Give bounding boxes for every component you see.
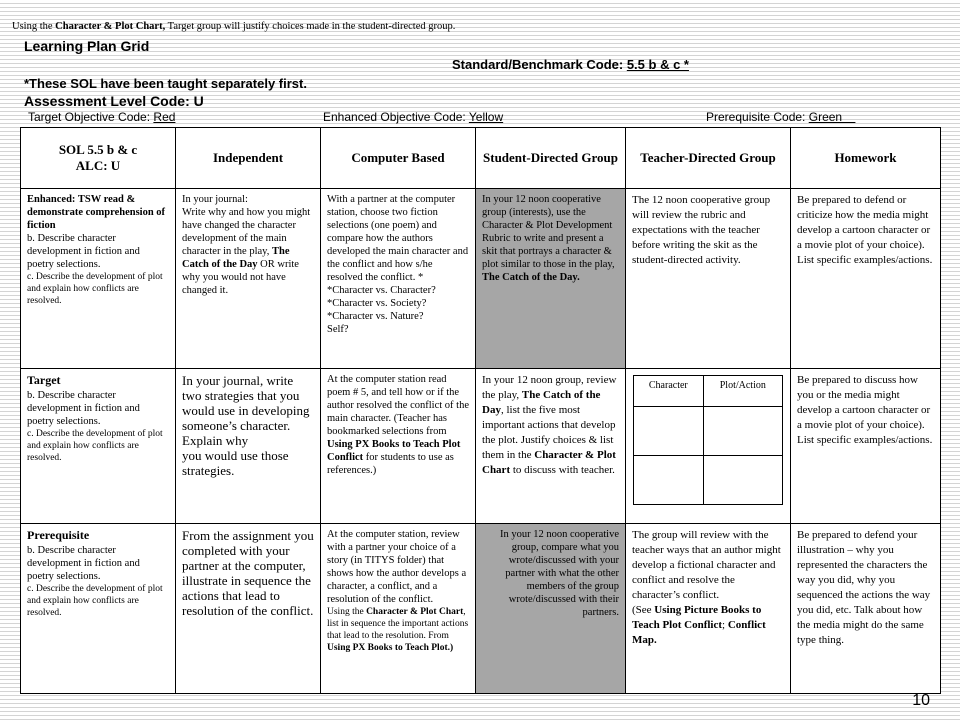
col-header-sol: SOL 5.5 b & c ALC: U <box>21 128 176 189</box>
cell-student: In your 12 noon cooperative group, compare what you wrote/discussed with your partner with what the other members of the group wrote/discussed with their partners. <box>476 524 626 694</box>
cell-independent: In your journal: Write why and how you might have changed the character development of the main character in the play, The Catch of the Day OR write why you would not have changed it. <box>176 189 321 369</box>
cell-homework: Be prepared to discuss how you or the media might develop a cartoon character or a movie plot of your choice). List specific examples/actions. <box>791 369 941 524</box>
cell-computer: With a partner at the computer station, choose two fiction selections (one poem) and compare how the authors developed the main character and the conflict and how s/he resolved the conflict. * *Character vs. Character? *Character vs. Society? *Character vs. Nature? Self? <box>321 189 476 369</box>
standard-code: Standard/Benchmark Code: 5.5 b & c * <box>452 57 689 72</box>
page-title: Learning Plan Grid <box>24 38 150 54</box>
chart-col-plot: Plot/Action <box>703 376 782 407</box>
row-enhanced <box>21 189 941 369</box>
cell-teacher: The group will review with the teacher ways that an author might develop a fictional character and conflict and resolve the character’s conflict. (See Using Picture Books to Teach Plot Conflict; Conflict Map. <box>626 524 791 694</box>
cell-computer: At the computer station, review with a partner your choice of a story (in TITYS folder) that shows how the author develops a character, a conflict, and a resolution of the conflict. Using the Character & Plot Chart, list in sequence the important actions that lead to the resolution. From Using PX Books to Teach Plot.) <box>321 524 476 694</box>
cell-sol: Enhanced: TSW read & demonstrate comprehension of fiction b. Describe character development in fiction and poetry selections. c. Describe the development of plot and explain how conflicts are resolved. <box>21 189 176 369</box>
header-row <box>21 128 941 189</box>
chart-cell <box>634 407 704 456</box>
enhanced-code: Enhanced Objective Code: Yellow <box>323 110 504 124</box>
chart-cell <box>634 456 704 505</box>
row-prerequisite <box>21 524 941 694</box>
target-code: Target Objective Code: Red <box>28 110 176 124</box>
sol-note: *These SOL have been taught separately first. <box>24 76 307 91</box>
page-number: 10 <box>912 692 930 709</box>
col-header-homework: Homework <box>791 128 941 189</box>
cell-student: In your 12 noon cooperative group (interests), use the Character & Plot Development Rubric to write and present a skit that portrays a character & plot similar to those in the play, The Catch of the Day. <box>476 189 626 369</box>
cell-sol: Target b. Describe character development in fiction and poetry selections. c. Describe the development of plot and explain how conflicts are resolved. <box>21 369 176 524</box>
row-target <box>21 369 941 524</box>
prerequisite-code: Prerequisite Code: Green <box>706 110 856 124</box>
col-header-independent: Independent <box>176 128 321 189</box>
cell-computer: At the computer station read poem # 5, and tell how or if the author resolved the conflict of the main character. (Teacher has bookmarked selections from Using PX Books to Teach Plot Conflict for students to use as references.) <box>321 369 476 524</box>
learning-plan-grid <box>20 127 941 694</box>
col-header-teacher: Teacher-Directed Group <box>626 128 791 189</box>
cell-homework: Be prepared to defend your illustration – why you represented the characters the way you did, why you sequenced the actions the way you did, etc. Talk about how the media might do the same type thing. <box>791 524 941 694</box>
chart-cell <box>703 456 782 505</box>
character-plot-chart <box>633 375 783 505</box>
col-header-computer: Computer Based <box>321 128 476 189</box>
cell-teacher <box>626 369 791 524</box>
col-header-student: Student-Directed Group <box>476 128 626 189</box>
cell-teacher: The 12 noon cooperative group will review the rubric and expectations with the teacher before writing the skit as the student-directed activity. <box>626 189 791 369</box>
cell-independent: In your journal, write two strategies that you would use in developing someone’s character. Explain why you would use those strategies. <box>176 369 321 524</box>
cell-homework: Be prepared to defend or criticize how the media might develop a cartoon character or a movie plot of your choice). List specific examples/actions. <box>791 189 941 369</box>
cell-sol: Prerequisite b. Describe character development in fiction and poetry selections. c. Describe the development of plot and explain how conflicts are resolved. <box>21 524 176 694</box>
intro-line: Using the Character & Plot Chart, Target group will justify choices made in the student-directed group. <box>12 21 456 32</box>
chart-cell <box>703 407 782 456</box>
chart-col-character: Character <box>634 376 704 407</box>
cell-student: In your 12 noon group, review the play, The Catch of the Day, list the five most important actions that develop the plot. Justify choices & list them in the Character & Plot Chart to discuss with teacher. <box>476 369 626 524</box>
cell-independent: From the assignment you completed with your partner at the computer, illustrate in sequence the actions that lead to resolution of the conflict. <box>176 524 321 694</box>
assessment-level: Assessment Level Code: U <box>24 93 204 109</box>
